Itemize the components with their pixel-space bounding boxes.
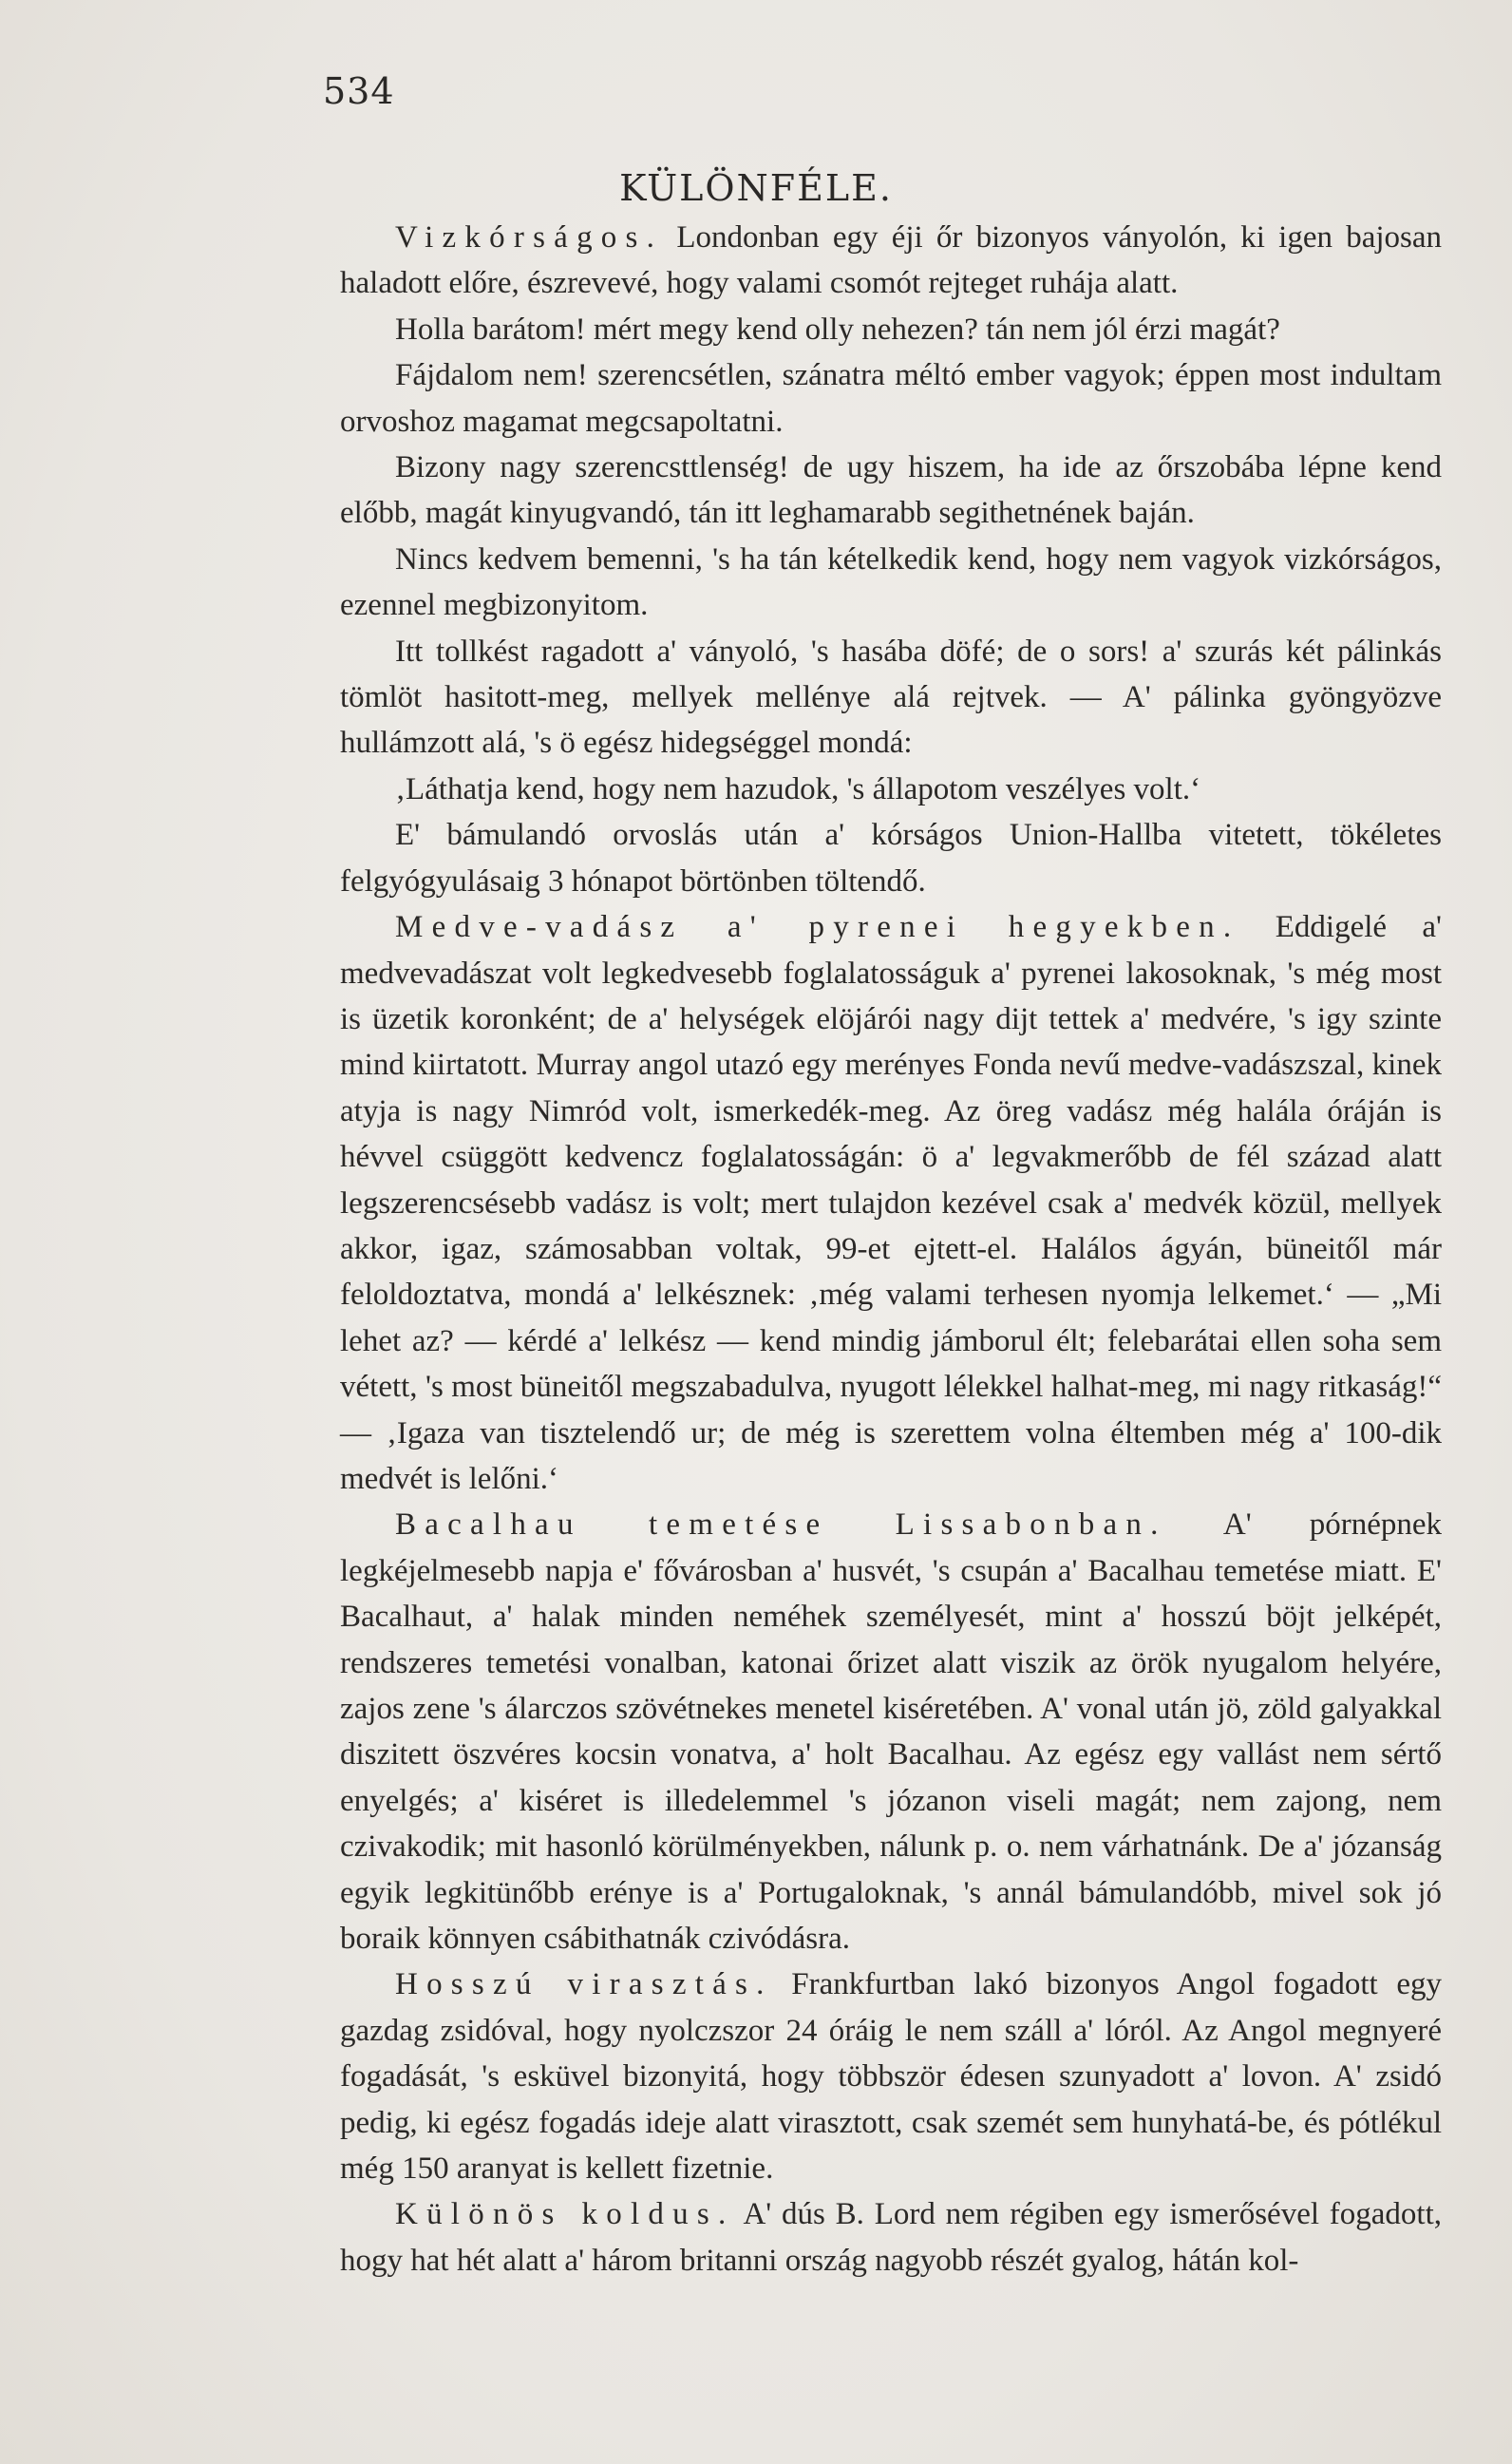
paragraph-dialogue-7: E' bámulandó orvoslás után a' kórságos Union-Hallba vitetett, tökéletes felgyógyulásaig 3 hónapot börtönben töltendő. [340, 818, 1442, 899]
paragraph-dialogue-2: Fájdalom nem! szerencsétlen, szánatra méltó ember vagyok; éppen most indultam orvoshoz magamat megcsapoltatni. [340, 358, 1442, 439]
paragraph-dialogue-5: Itt tollkést ragadott a' ványoló, 's hasába döfé; de o sors! a' szurás két pálinkás tömlöt hasitott-meg, mellyek mellénye alá rejtvek. — A' pálinka gyöngyözve hullámzott alá, 's ö egész hidegséggel mondá: [340, 634, 1442, 761]
paragraph-kulonos-koldus: Különös koldus. A' dús B. Lord nem régiben egy ismerősével fogadott, hogy hat hét alatt a' három britanni ország nagyobb részét gyalog, hátán kol- [340, 2197, 1443, 2278]
page-number: 534 [323, 70, 395, 112]
entry-title-vizkorsagos: Vizkórságos. [395, 220, 664, 255]
paragraph-vizkorsagos-intro: Vizkórságos. Londonban egy éji őr bizonyos ványolón, ki igen bajosan haladott előre, észrevevé, hogy valami csomót rejteget ruhája alatt. [340, 220, 1442, 301]
entry-title-bacalhau: Bacalhau temetése Lissabonban. [395, 1507, 1167, 1543]
entry-title-hosszu-virasztas: Hosszú virasztás. [395, 1967, 773, 2002]
section-heading: KÜLÖNFÉLE. [619, 167, 893, 209]
paragraph-dialogue-1: Holla barátom! mért megy kend olly nehezen? tán nem jól érzi magát? [395, 312, 1280, 347]
paragraph-hosszu-virasztas: Hosszú virasztás. Frankfurtban lakó bizonyos Angol fogadott egy gazdag zsidóval, hogy nyolczszor 24 óráig le nem száll a' lóról. Az Angol megnyeré fogadását, 's esküvel bizonyitá, hogy többször édesen szunyadott a' lovon. A' zsidó pedig, ki egész fogadás ideje alatt virasztott, csak szemét sem hunyhatá-be, és pótlékul még 150 aranyat is kellett fizetnie. [340, 1967, 1442, 2187]
paragraph-medve-vadasz: Medve-vadász a' pyrenei hegyekben. Eddigelé a' medvevadászat volt legkedvesebb foglalatosságuk a' pyrenei lakosoknak, 's még most is üzetik koronként; de a' helységek elöjárói nagy dijt tettek a' medvére, 's igy szinte mind kiirtatott. Murray angol utazó egy merényes Fonda nevű medve-vadászszal, kinek atyja is nagy Nimród volt, ismerkedék-meg. Az öreg vadász még halála óráján is hévvel csüggött kedvencz foglalatosságán: ö a' legvakmerőbb de fél század alatt legszerencsésebb vadász is volt; mert tulajdon kezével csak a' medvék közül, mellyek akkor, igaz, számosabban voltak, 99-et ejtett-el. Halálos ágyán, büneitől már feloldoztatva, mondá a' lelkésznek: ‚még valami terhesen nyomja lelkemet.‘ — „Mi lehet az? — kérdé a' lelkész — kend mindig jámborul élt; felebarátai ellen soha sem vétett, 's most büneitől megszabadulva, nyugott lélekkel halhat-meg, mi nagy ritkaság!“ — ‚Igaza van tisztelendő ur; de még is szerettem volna éltemben még a' 100-dik medvét is lelőni.‘ [340, 910, 1442, 1496]
entry-title-kulonos-koldus: Különös koldus. [395, 2197, 735, 2232]
paragraph-dialogue-6: ‚Láthatja kend, hogy nem hazudok, 's állapotom veszélyes volt.‘ [395, 771, 1201, 806]
entry-title-medve-vadasz: Medve-vadász a' pyrenei hegyekben. [395, 910, 1240, 945]
paragraph-bacalhau: Bacalhau temetése Lissabonban. A' pórnépnek legkéjelmesebb napja e' fővárosban a' husvét, 's csupán a' Bacalhau temetése miatt. E' Bacalhaut, a' halak minden neméhek személyesét, mint a' hosszú böjt jelképét, rendszeres temetési vonalban, katonai őrizet alatt viszik az örök nyugalom helyére, zajos zene 's álarczos szövétnekes menetel kiséretében. A' vonal után jö, zöld galyakkal diszitett öszvéres kocsin vonatva, a' holt Bacalhau. Az egész egy vallást nem sértő enyelgés; a' kiséret is illedelemmel 's józanon viseli magát; nem zajong, nem czivakodik; mit hasonló körülményekben, nálunk p. o. nem várhatnánk. De a' józanság egyik legkitünőbb erénye is a' Portugaloknak, 's annál bámulandóbb, mivel sok jó boraik könnyen csábithatnák czivódásra. [340, 1507, 1442, 1957]
paragraph-dialogue-4: Nincs kedvem bemenni, 's ha tán kételkedik kend, hogy nem vagyok vizkórságos, ezennel megbizonyitom. [340, 541, 1442, 623]
paragraph-dialogue-3: Bizony nagy szerencsttlenség! de ugy hiszem, ha ide az őrszobába lépne kend előbb, magát kinyugvandó, tán itt leghamarabb segithetnének baján. [340, 450, 1442, 531]
article-body [340, 215, 1442, 2284]
